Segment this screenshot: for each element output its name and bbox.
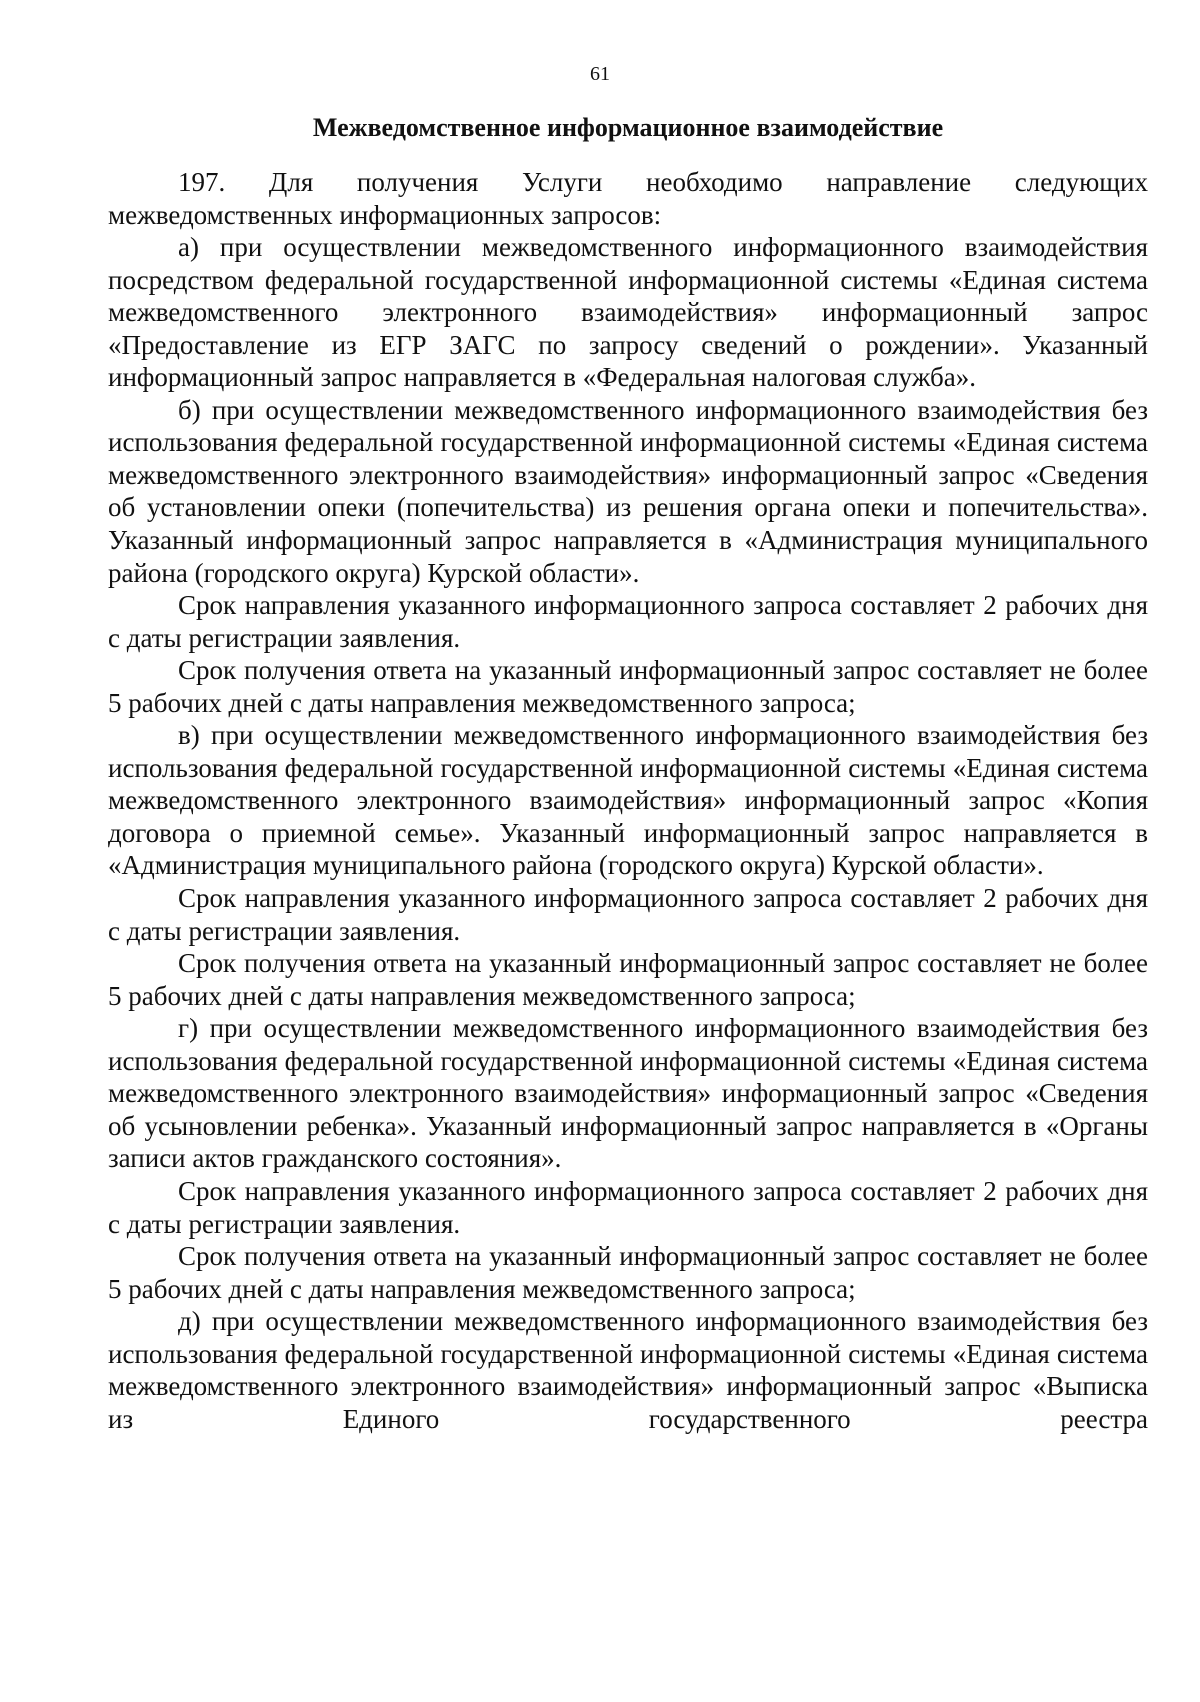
paragraph-item-v: в) при осуществлении межведомственного информационного взаимодействия без использования федеральной государственной информационной системы «Единая система межведомственного электронного взаимодействия» информационный запрос «Копия договора о приемной семье». Указанный информационный запрос направляется в «Администрация муниципального района (городского округа) Курской области». xyxy=(108,720,1148,881)
paragraph-deadline-response: Срок получения ответа на указанный информационный запрос составляет не более 5 рабочих дней с даты направления межведомственного запроса; xyxy=(108,1241,1148,1304)
paragraph-item-b: б) при осуществлении межведомственного информационного взаимодействия без использования федеральной государственной информационной системы «Единая система межведомственного электронного взаимодействия» информационный запрос «Сведения об установлении опеки (попечительства) из решения органа опеки и попечительства». Указанный информационный запрос направляется в «Администрация муниципального района (городского округа) Курской области». xyxy=(108,394,1148,588)
page-number: 61 xyxy=(590,63,610,85)
document-body xyxy=(108,166,1148,1435)
paragraph-item-g: г) при осуществлении межведомственного информационного взаимодействия без использования федеральной государственной информационной системы «Единая система межведомственного электронного взаимодействия» информационный запрос «Сведения об усыновлении ребенка». Указанный информационный запрос направляется в «Органы записи актов гражданского состояния». xyxy=(108,1013,1148,1174)
paragraph-197-intro: 197. Для получения Услуги необходимо направление следующих межведомственных информационных запросов: xyxy=(108,167,1148,230)
paragraph-item-a: а) при осуществлении межведомственного информационного взаимодействия посредством федеральной государственной информационной системы «Единая система межведомственного электронного взаимодействия» информационный запрос «Предоставление из ЕГР ЗАГС по запросу сведений о рождении». Указанный информационный запрос направляется в «Федеральная налоговая служба». xyxy=(108,232,1148,393)
paragraph-deadline-response: Срок получения ответа на указанный информационный запрос составляет не более 5 рабочих дней с даты направления межведомственного запроса; xyxy=(108,655,1148,718)
paragraph-deadline-send: Срок направления указанного информационного запроса составляет 2 рабочих дня с даты регистрации заявления. xyxy=(108,590,1148,653)
paragraph-deadline-response: Срок получения ответа на указанный информационный запрос составляет не более 5 рабочих дней с даты направления межведомственного запроса; xyxy=(108,948,1148,1011)
paragraph-item-d: д) при осуществлении межведомственного информационного взаимодействия без использования федеральной государственной информационной системы «Единая система межведомственного электронного взаимодействия» информационный запрос «Выписка из Единого государственного реестра xyxy=(108,1306,1148,1434)
section-title: Межведомственное информационное взаимодействие xyxy=(312,113,944,142)
paragraph-deadline-send: Срок направления указанного информационного запроса составляет 2 рабочих дня с даты регистрации заявления. xyxy=(108,1175,1148,1239)
paragraph-deadline-send: Срок направления указанного информационного запроса составляет 2 рабочих дня с даты регистрации заявления. xyxy=(108,883,1148,946)
